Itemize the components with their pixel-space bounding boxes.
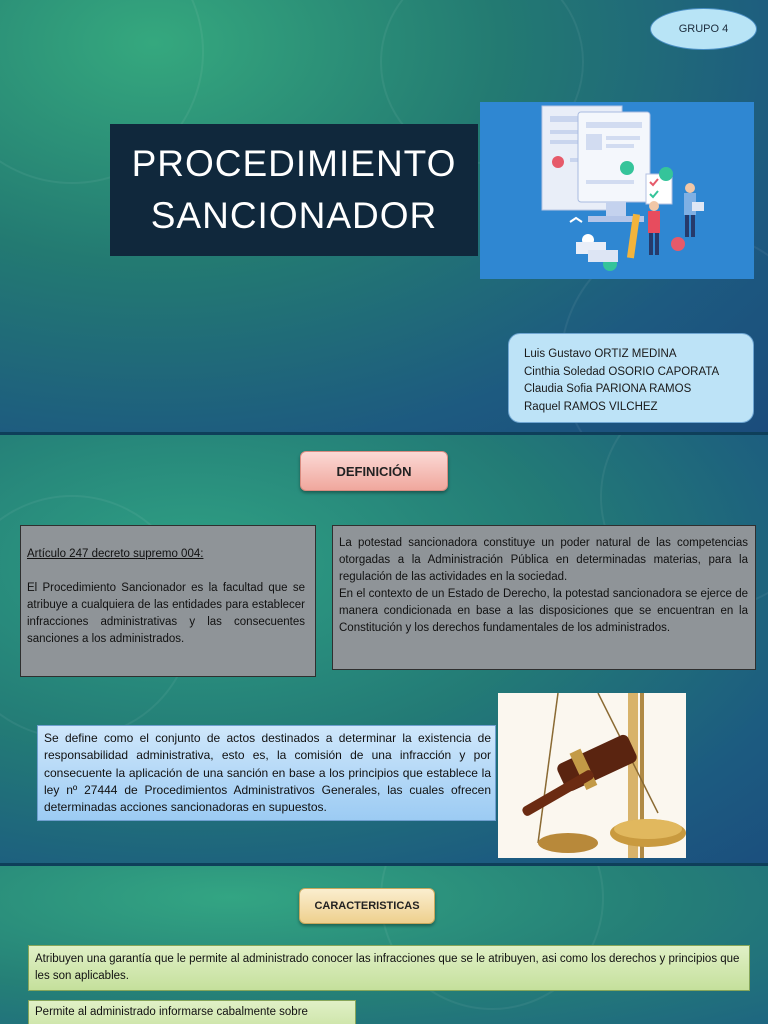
author-name: Luis Gustavo ORTIZ MEDINA — [524, 348, 677, 360]
title-line: SANCIONADOR — [150, 195, 438, 236]
article-box — [20, 525, 316, 677]
computer-illustration — [480, 102, 754, 279]
slide-title — [0, 0, 768, 432]
author-name: Claudia Sofia PARIONA RAMOS — [524, 383, 692, 395]
definition-heading: DEFINICIÓN — [300, 451, 448, 491]
gavel-scales-photo — [498, 693, 686, 858]
slide-characteristics — [0, 866, 768, 1024]
group-badge: GRUPO 4 — [650, 8, 757, 50]
page-title — [110, 124, 478, 256]
authority-box — [332, 525, 756, 670]
article-text: El Procedimiento Sancionador es la facultad que se atribuye a cualquiera de las entidades para establecer infracciones administrativas y las consecuentes sanciones a los administrados. — [27, 582, 305, 645]
definition-box: Se define como el conjunto de actos destinados a determinar la existencia de responsabilidad administrativa, esto es, la comisión de una infracción y por consecuente la aplicación de una sanción en base a los principios que establece la ley nº 27444 de Procedimientos Administrativos Generales, las cuales ofrecen determinadas acciones sancionadoras en supuestos. — [37, 725, 496, 821]
author-name: Raquel RAMOS VILCHEZ — [524, 400, 658, 413]
article-subtitle: Artículo 247 decreto supremo 004: — [27, 548, 204, 560]
authority-paragraph: En el contexto de un Estado de Derecho, la potestad sancionadora se ejerce de manera condicionada en base a las disposiciones que se encuentran en la Constitución y los derechos fundamentales de los administrados. — [339, 588, 748, 634]
characteristic-item: Atribuyen una garantía que le permite al administrado conocer las infracciones que se le atribuyen, asi como los derechos y principios que les son aplicables. — [28, 945, 750, 991]
author-name: Cinthia Soledad OSORIO CAPORATA — [524, 365, 720, 378]
slide-definition — [0, 435, 768, 863]
characteristic-item: Permite al administrado informarse cabalmente sobre — [28, 1000, 356, 1024]
authors-box — [508, 333, 754, 423]
title-line: PROCEDIMIENTO — [131, 143, 457, 184]
characteristics-heading: CARACTERISTICAS — [299, 888, 435, 924]
authority-paragraph: La potestad sancionadora constituye un poder natural de las competencias otorgadas a la Administración Pública en determinadas materias, para la regulación de las actividades en la sociedad. — [339, 537, 748, 583]
